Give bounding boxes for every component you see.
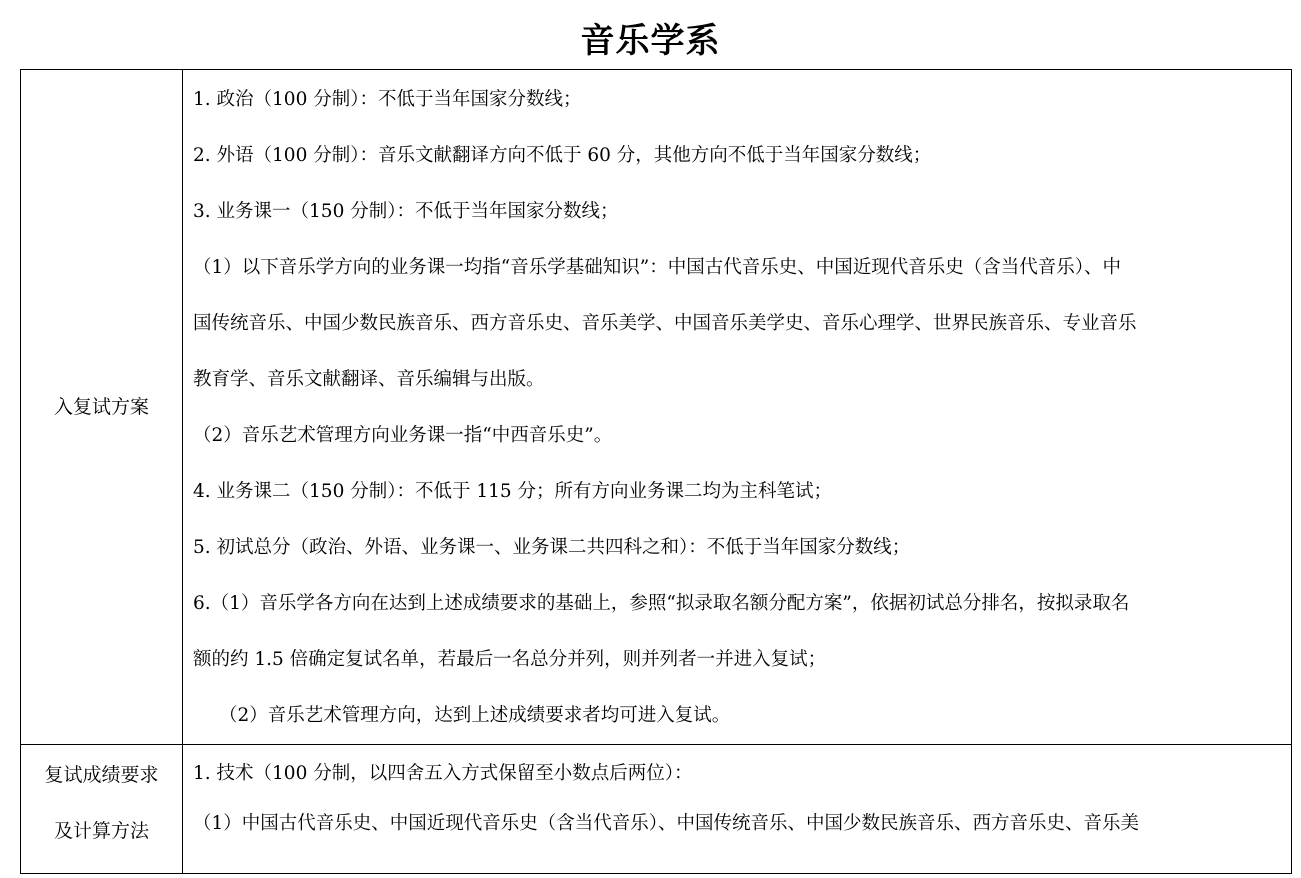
line-management-rule: （2）音乐艺术管理方向，达到上述成绩要求者均可进入复试。 [219,705,731,726]
line-technique-directions: （1）中国古代音乐史、中国近现代音乐史（含当代音乐）、中国传统音乐、中国少数民族音乐、西方音乐史、音乐美 [193,813,1140,834]
row-label-line: 及计算方法 [53,820,149,842]
line-technique: 1. 技术（100 分制，以四舍五入方式保留至小数点后两位）： [193,763,693,784]
line-total-score: 5. 初试总分（政治、外语、业务课一、业务课二共四科之和）：不低于当年国家分数线； [193,537,911,558]
row-label-retest-scoring [21,745,183,874]
line-course-two: 4. 业务课二（150 分制）：不低于 115 分；所有方向业务课二均为主科笔试； [193,481,833,502]
line-politics: 1. 政治（100 分制）：不低于当年国家分数线； [193,89,582,110]
row-content-retest-plan [183,70,1292,745]
line-course-one-note-1: （1）以下音乐学方向的业务课一均指“音乐学基础知识”：中国古代音乐史、中国近现代音乐史（含当代音乐）、中 [193,257,1121,278]
line-ranking-rule: 6.（1）音乐学各方向在达到上述成绩要求的基础上，参照“拟录取名额分配方案”，依据初试总分排名，按拟录取名 [193,593,1130,614]
line-foreign-language: 2. 外语（100 分制）：音乐文献翻译方向不低于 60 分，其他方向不低于当年国家分数线； [193,145,932,166]
row-label-retest-plan: 入复试方案 [21,70,183,745]
table-row [21,745,1292,874]
line-course-one: 3. 业务课一（150 分制）：不低于当年国家分数线； [193,201,619,222]
line-course-one-note-1-cont: 国传统音乐、中国少数民族音乐、西方音乐史、音乐美学、中国音乐美学史、音乐心理学、世界民族音乐、专业音乐 [193,313,1137,334]
row-content-retest-scoring [183,745,1292,874]
row-label-line: 复试成绩要求 [44,764,159,786]
line-course-one-note-2: （2）音乐艺术管理方向业务课一指“中西音乐史”。 [193,425,613,446]
table-row [21,70,1292,745]
line-ranking-rule-cont: 额的约 1.5 倍确定复试名单，若最后一名总分并列，则并列者一并进入复试； [193,649,827,670]
admission-table [20,69,1292,874]
page-title: 音乐学系 [580,21,721,61]
content-clip [193,761,1283,855]
line-course-one-note-1-end: 教育学、音乐文献翻译、音乐编辑与出版。 [193,369,545,390]
